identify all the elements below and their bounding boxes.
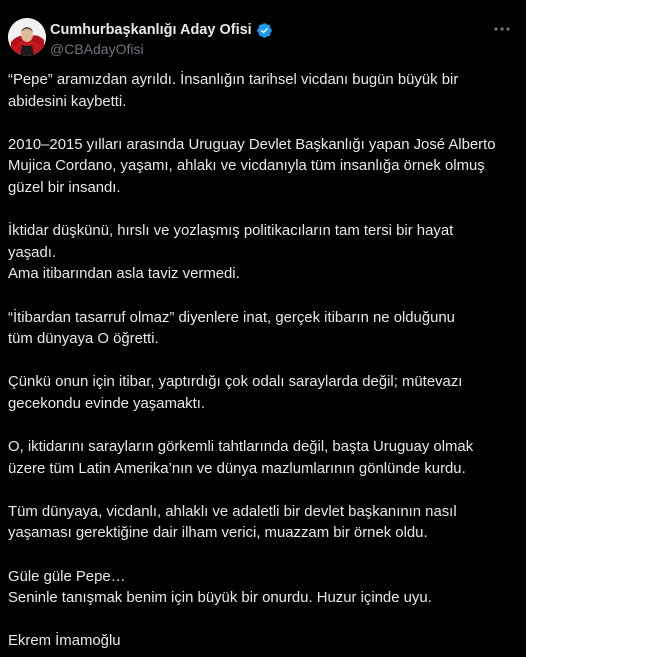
tweet-text-line: üzere tüm Latin Amerika’nın ve dünya mazlumlarının gönlünde kurdu. [8,460,466,477]
tweet-paragraph [8,567,518,610]
tweet-text-line: “İtibardan tasarruf olmaz” diyenlere inat, gerçek itibarın ne olduğunu [8,309,455,326]
more-horizontal-icon[interactable] [492,20,512,38]
tweet-paragraph [8,70,518,113]
tweet-text-line: İktidar düşkünü, hırslı ve yozlaşmış politikacıların tam tersi bir hayat [8,223,454,240]
tweet-text-line: gecekondu evinde yaşamaktı. [8,395,206,412]
tweet-text-line: yaşaması gerektiğine dair ilham verici, muazzam bir örnek oldu. [8,525,428,542]
tweet-text-line: 2010–2015 yılları arasında Uruguay Devlet Başkanlığı yapan José Alberto [8,136,496,153]
tweet-paragraph [8,221,518,286]
tweet-text-line: yaşadı. [8,244,57,261]
tweet-paragraph [8,308,518,351]
avatar[interactable] [8,18,46,56]
tweet-text-line: güzel bir insandı. [8,179,121,196]
tweet-text-line: Güle güle Pepe… [8,568,126,585]
tweet-header [8,18,518,60]
author-names [50,20,273,57]
tweet-text-line: O, iktidarını sarayların görkemli tahtlarında değil, başta Uruguay olmak [8,439,474,456]
tweet-text-line: Seninle tanışmak benim için büyük bir onurdu. Huzur içinde uyu. [8,590,432,607]
tweet-text-line: Ekrem İmamoğlu [8,633,121,650]
author-handle[interactable]: @CBAdayOfisi [50,41,144,57]
avatar-portrait-icon [8,18,46,56]
display-name-row [50,20,273,40]
tweet-paragraph [8,631,518,653]
tweet-text-line: Tüm dünyaya, vicdanlı, ahlaklı ve adaletli bir devlet başkanının nasıl [8,503,457,520]
tweet-text [8,70,518,657]
tweet-text-line: Ama itibarından asla taviz vermedi. [8,266,240,283]
tweet-paragraph [8,372,518,415]
verified-badge-icon[interactable] [256,22,273,39]
tweet-paragraph [8,135,518,200]
display-name[interactable]: Cumhurbaşkanlığı Aday Ofisi [50,22,252,38]
tweet-text-line: tüm dünyaya O öğretti. [8,331,159,348]
tweet-paragraph [8,502,518,545]
tweet-text-line: Çünkü onun için itibar, yaptırdığı çok odalı saraylarda değil; mütevazı [8,374,463,391]
tweet-text-line: Mujica Cordano, yaşamı, ahlakı ve vicdanıyla tüm insanlığa örnek olmuş [8,158,485,175]
tweet-text-line: “Pepe” aramızdan ayrıldı. İnsanlığın tarihsel vicdanı bugün büyük bir [8,72,459,88]
tweet-paragraph [8,437,518,480]
tweet-text-line: abidesini kaybetti. [8,93,127,110]
